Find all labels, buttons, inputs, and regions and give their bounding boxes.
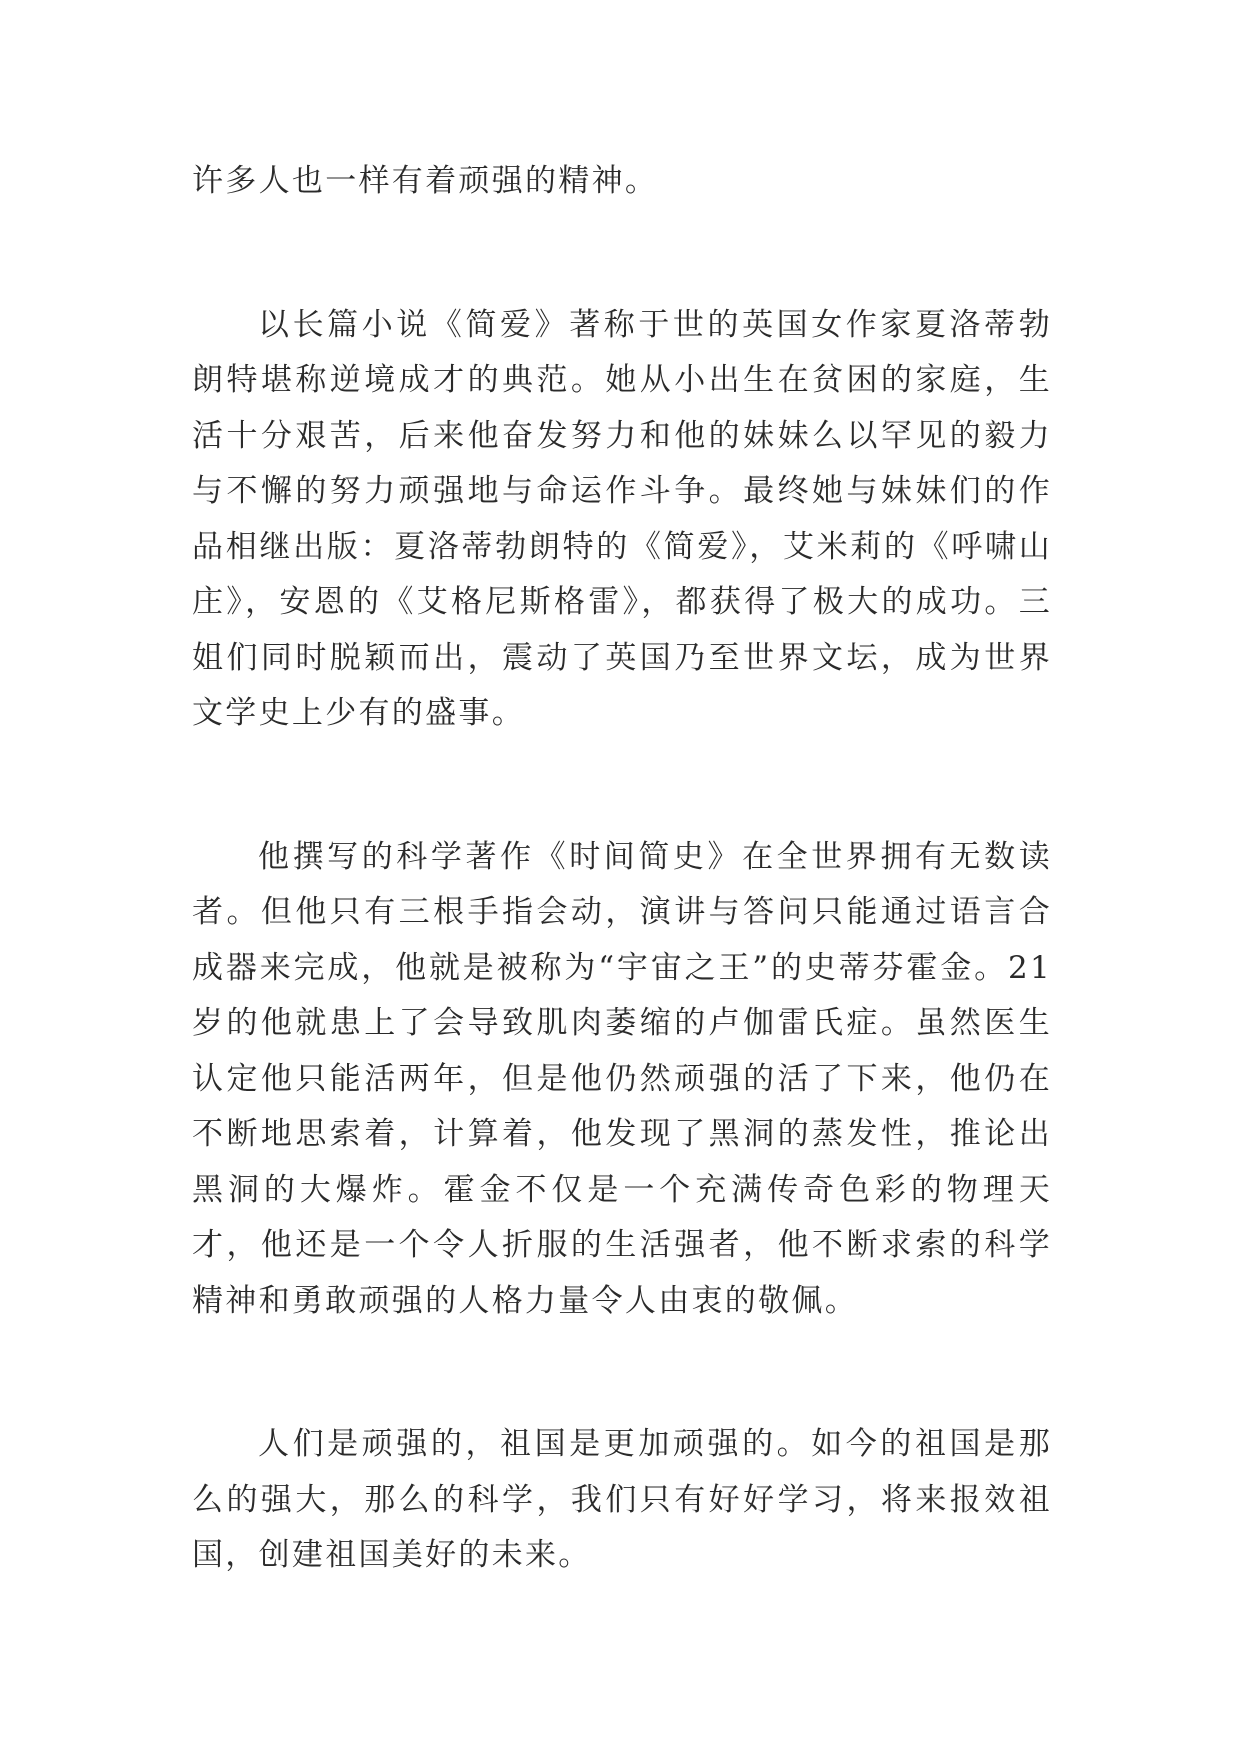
paragraph-conclusion: 人们是顽强的，祖国是更加顽强的。如今的祖国是那么的强大，那么的科学，我们只有好好学习，将来报效祖国，创建祖国美好的未来。 [192, 1426, 1052, 1573]
paragraph-continuation: 许多人也一样有着顽强的精神。 [192, 163, 659, 199]
paragraph-bronte: 以长篇小说《简爱》著称于世的英国女作家夏洛蒂勃朗特堪称逆境成才的典范。她从小出生在贫困的家庭，生活十分艰苦，后来他奋发努力和他的妹妹么以罕见的毅力与不懈的努力顽强地与命运作斗争。最终她与妹妹们的作品相继出版：夏洛蒂勃朗特的《简爱》，艾米莉的《呼啸山庄》，安恩的《艾格尼斯格雷》，都获得了极大的成功。三姐们同时脱颖而出，震动了英国乃至世界文坛，成为世界文学史上少有的盛事。 [192, 306, 1052, 731]
document-body [192, 154, 1052, 1584]
paragraph-hawking: 他撰写的科学著作《时间简史》在全世界拥有无数读者。但他只有三根手指会动，演讲与答问只能通过语言合成器来完成，他就是被称为“宇宙之王”的史蒂芬霍金。21岁的他就患上了会导致肌肉萎缩的卢伽雷氏症。虽然医生认定他只能活两年，但是他仍然顽强的活了下来，他仍在不断地思索着，计算着，他发现了黑洞的蒸发性，推论出黑洞的大爆炸。霍金不仅是一个充满传奇色彩的物理天才，他还是一个令人折服的生活强者，他不断求索的科学精神和勇敢顽强的人格力量令人由衷的敬佩。 [192, 838, 1052, 1319]
